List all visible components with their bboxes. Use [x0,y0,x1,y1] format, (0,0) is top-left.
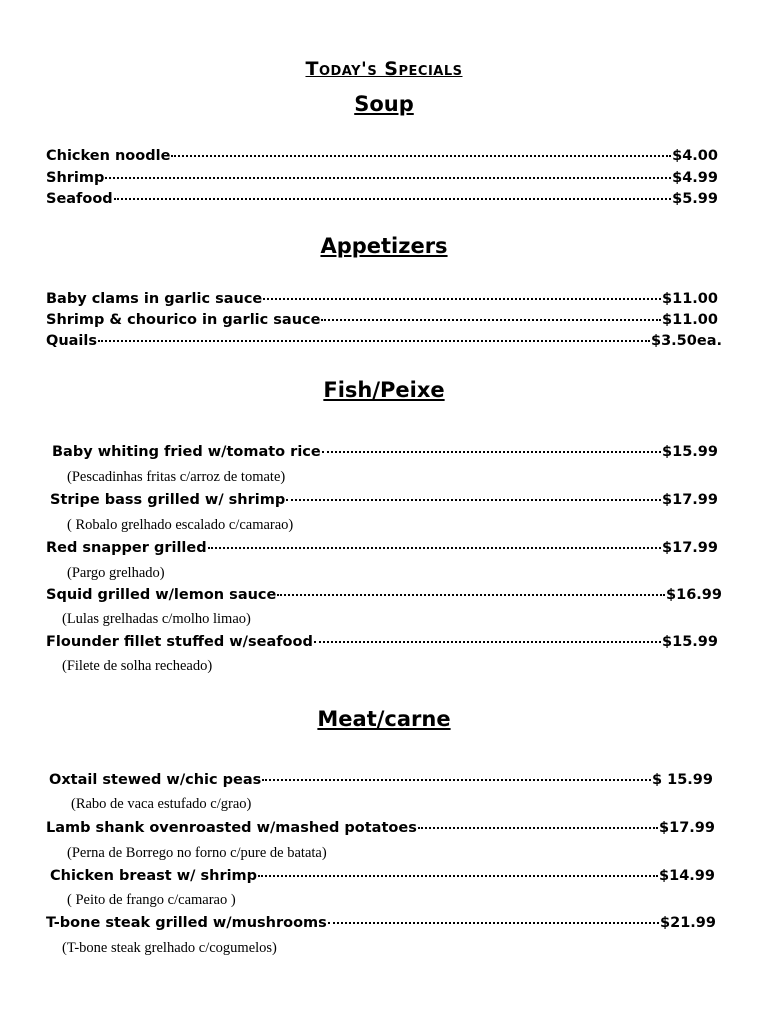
page-title: Today's Specials [305,58,463,80]
item-price: $ 15.99 [651,772,713,788]
dot-leader [98,339,650,342]
dot-leader [171,154,671,157]
item-name: Squid grilled w/lemon sauce [46,587,277,603]
menu-item [46,191,718,211]
menu-item [50,868,715,888]
item-price: $11.00 [662,312,718,328]
item-translation: (T-bone steak grelhado c/cogumelos) [62,940,277,956]
dot-leader [105,176,671,179]
dot-leader [263,297,661,300]
item-price: $17.99 [659,820,715,836]
item-name: Shrimp [46,170,105,186]
item-name: Red snapper grilled [46,540,207,556]
item-price: $11.00 [662,291,718,307]
menu-item [49,772,713,792]
item-translation: (Perna de Borrego no forno c/pure de batata) [67,845,327,861]
item-name: Baby clams in garlic sauce [46,291,263,307]
item-translation: (Pescadinhas fritas c/arroz de tomate) [67,469,286,485]
dot-leader [262,778,651,781]
item-name: Chicken noodle [46,148,171,164]
item-name: Lamb shank ovenroasted w/mashed potatoes [46,820,417,836]
section-heading-meat: Meat/carne [317,707,451,731]
menu-item [50,492,718,512]
dot-leader [258,874,658,877]
item-translation: (Pargo grelhado) [67,565,165,581]
item-translation: ( Peito de frango c/camarao ) [67,892,236,908]
item-name: Oxtail stewed w/chic peas [49,772,262,788]
item-price: $5.99 [672,191,718,207]
section-heading-appetizers: Appetizers [320,234,448,258]
item-name: Chicken breast w/ shrimp [50,868,258,884]
dot-leader [114,197,671,200]
item-price: $16.99 [666,587,722,603]
menu-item [46,634,718,654]
menu-item [46,333,722,353]
menu-item [46,915,716,935]
item-name: Flounder fillet stuffed w/seafood [46,634,313,650]
menu-item [46,540,718,560]
item-price: $3.50ea. [651,333,722,349]
menu-item [46,820,715,840]
item-translation: (Lulas grelhadas c/molho limao) [62,611,251,627]
dot-leader [314,640,661,643]
item-price: $14.99 [659,868,715,884]
item-translation: (Filete de solha recheado) [62,658,213,674]
item-translation: (Rabo de vaca estufado c/grao) [71,796,252,812]
item-price: $4.99 [672,170,718,186]
item-price: $21.99 [660,915,716,931]
item-price: $4.00 [672,148,718,164]
dot-leader [277,593,665,596]
dot-leader [328,921,659,924]
item-name: Seafood [46,191,113,207]
menu-item [52,444,718,464]
dot-leader [286,498,661,501]
menu-item [46,170,718,190]
dot-leader [321,318,661,321]
section-heading-soup: Soup [354,92,414,116]
item-price: $17.99 [662,492,718,508]
item-name: Quails [46,333,98,349]
item-name: Stripe bass grilled w/ shrimp [50,492,286,508]
menu-item [46,587,722,607]
dot-leader [418,826,658,829]
item-price: $15.99 [662,444,718,460]
dot-leader [208,546,661,549]
item-name: T-bone steak grilled w/mushrooms [46,915,327,931]
section-heading-fish: Fish/Peixe [323,378,445,402]
menu-item [46,148,718,168]
dot-leader [322,450,661,453]
item-price: $17.99 [662,540,718,556]
menu-item [46,291,718,311]
item-name: Baby whiting fried w/tomato rice [52,444,321,460]
item-translation: ( Robalo grelhado escalado c/camarao) [67,517,294,533]
menu-item [46,312,718,332]
item-name: Shrimp & chourico in garlic sauce [46,312,321,328]
item-price: $15.99 [662,634,718,650]
